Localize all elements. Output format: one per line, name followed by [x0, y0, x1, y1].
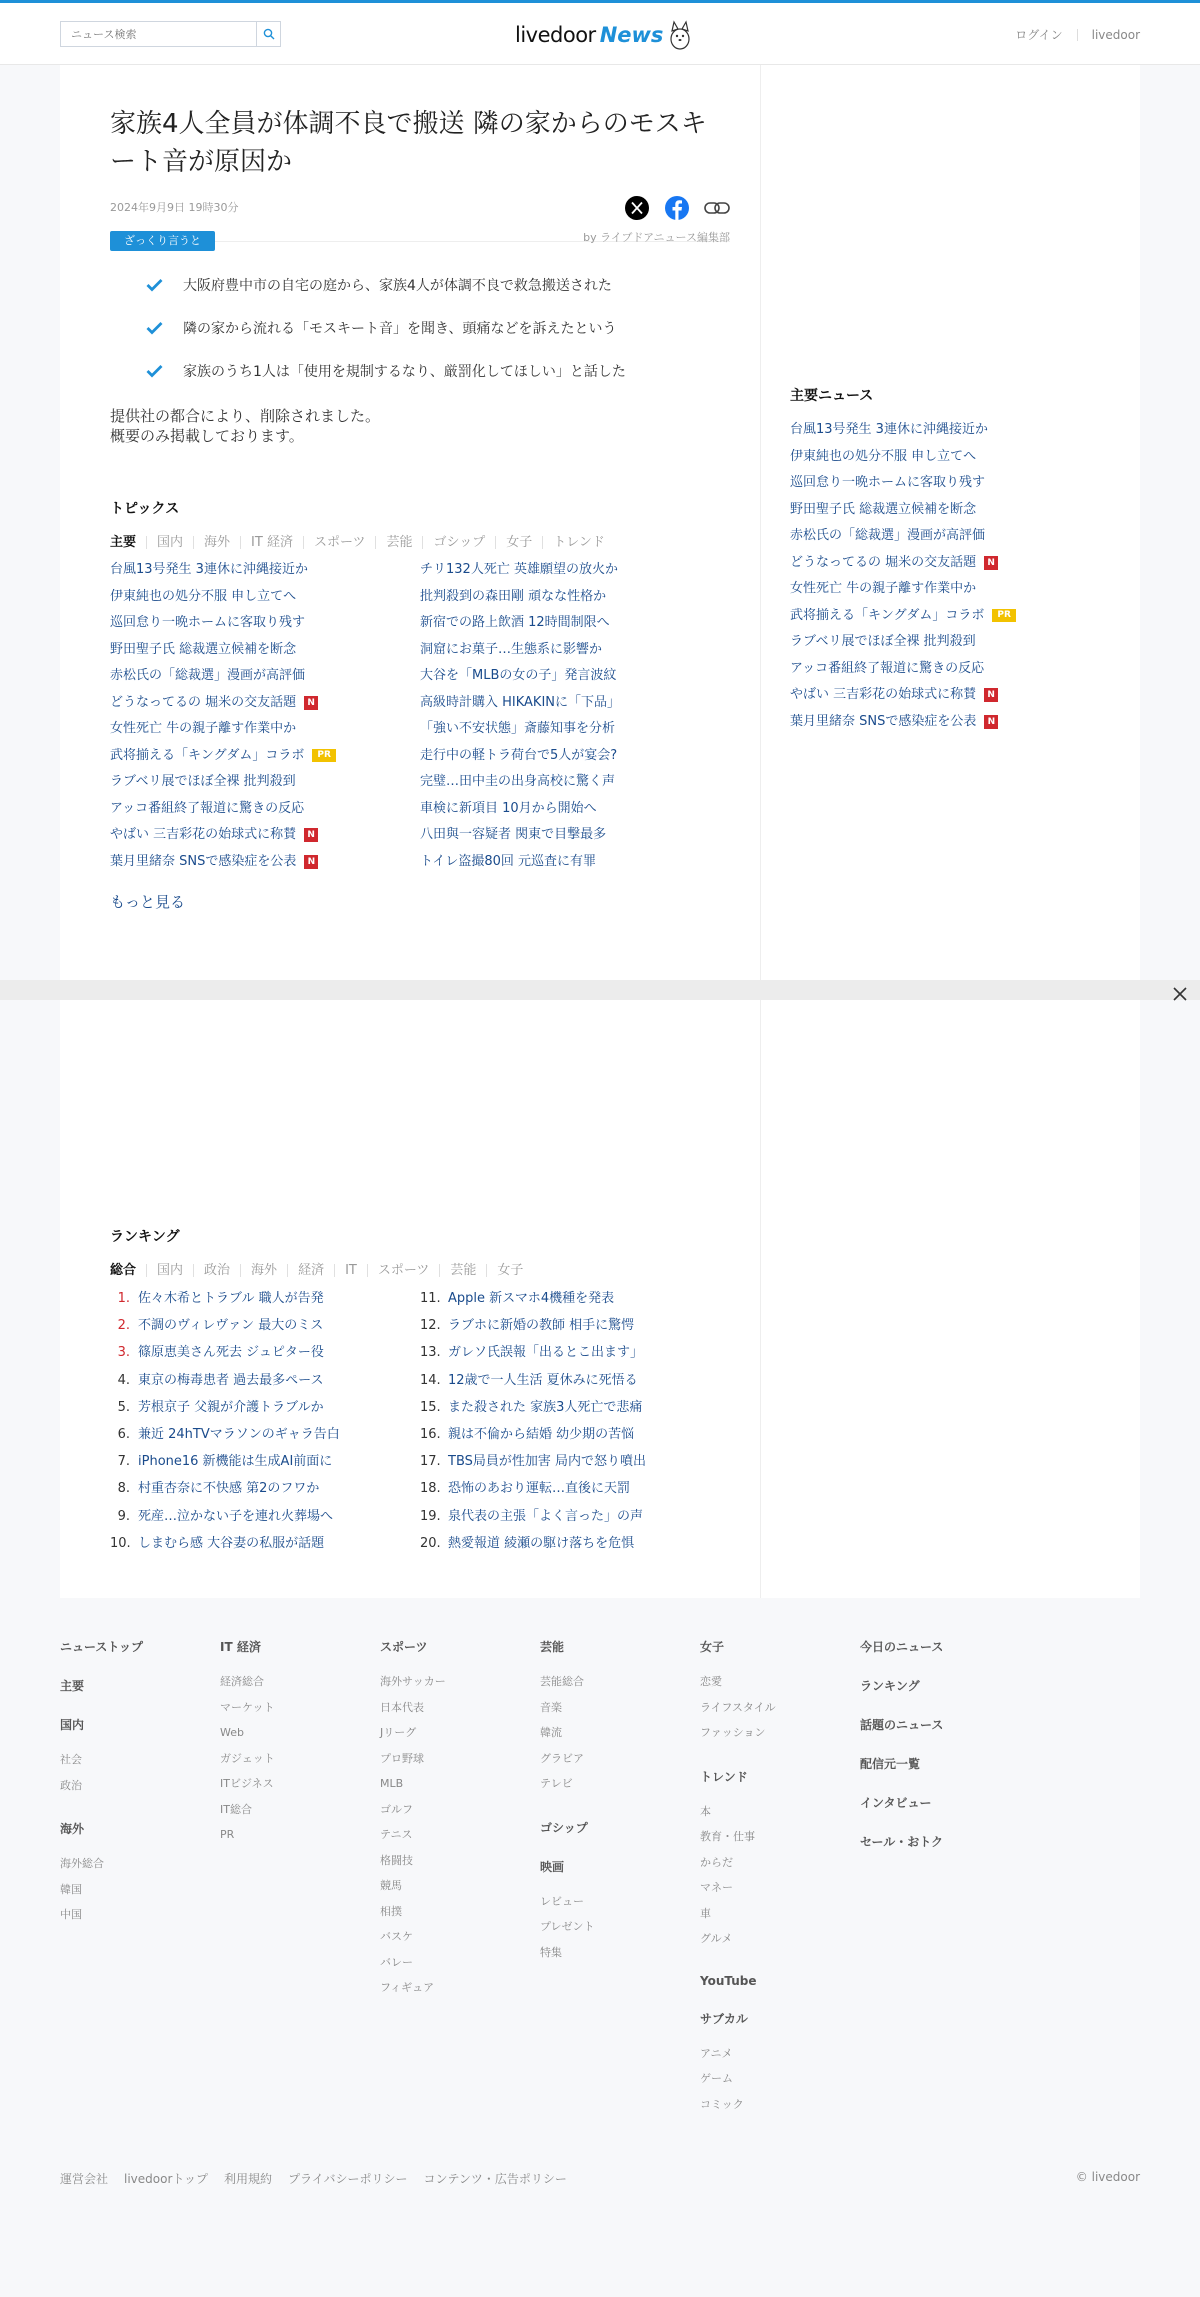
- new-badge: N: [304, 696, 318, 710]
- site-header: [0, 3, 1200, 65]
- ranking-link[interactable]: ラブホに新婚の教師 相手に驚愕: [448, 1318, 635, 1334]
- mascot-icon: [667, 19, 693, 51]
- tab-ranking-7[interactable]: 芸能: [439, 1264, 486, 1277]
- summary-list: [110, 263, 730, 392]
- sidebar-news-link[interactable]: 伊東純也の処分不服 申し立てへ: [790, 448, 977, 464]
- footer-link[interactable]: バスケ: [380, 1930, 413, 1943]
- rank-number: 3.: [117, 1345, 130, 1361]
- footer-link[interactable]: バレー: [380, 1955, 413, 1969]
- footer-link[interactable]: からだ: [700, 1855, 733, 1869]
- topic-item[interactable]: [110, 769, 420, 796]
- livedoor-link[interactable]: livedoor: [1091, 27, 1140, 42]
- topic-link[interactable]: トイレ盗撮80回 元巡査に有罪: [420, 853, 597, 869]
- topic-link[interactable]: 高級時計購入 HIKAKINに「下品」: [420, 694, 621, 710]
- topic-link[interactable]: 赤松氏の「総裁選」漫画が高評価: [110, 668, 306, 683]
- topic-item[interactable]: [420, 743, 730, 770]
- footer-heading[interactable]: ゴシップ: [540, 1820, 588, 1835]
- topic-item[interactable]: [420, 769, 730, 796]
- topic-link[interactable]: 台風13号発生 3連休に沖縄接近か: [110, 562, 308, 577]
- ranking-link[interactable]: また殺された 家族3人死亡で悲痛: [448, 1399, 643, 1415]
- sidebar-news-link[interactable]: 台風13号発生 3連休に沖縄接近か: [790, 422, 988, 437]
- summary-text: 家族のうち1人は「使用を規制するなり、厳罰化してほしい」と話した: [183, 363, 626, 380]
- ranking-link[interactable]: 篠原恵美さん死去 ジュピター役: [138, 1345, 324, 1361]
- topic-item[interactable]: [420, 610, 730, 637]
- ranking-item[interactable]: [110, 1367, 420, 1394]
- rank-number: 15.: [420, 1399, 441, 1415]
- footer-heading[interactable]: 女子: [700, 1640, 725, 1654]
- main-content-top: [60, 65, 1140, 980]
- ranking-link[interactable]: 恐怖のあおり運転…直後に天罰: [448, 1481, 631, 1497]
- ranking-left-list: [110, 1285, 420, 1557]
- footer-heading[interactable]: セール・おトク: [860, 1835, 944, 1849]
- tab-ranking-0[interactable]: 総合: [110, 1263, 137, 1278]
- topic-item[interactable]: [420, 557, 730, 584]
- topic-link[interactable]: 巡回怠り一晩ホームに客取り残す: [110, 615, 306, 630]
- tab-ranking-5[interactable]: IT: [334, 1264, 367, 1277]
- rank-number: 19.: [420, 1508, 441, 1524]
- footer-link[interactable]: 韓流: [540, 1726, 562, 1739]
- topics-lists: [110, 557, 730, 875]
- site-logo[interactable]: [515, 19, 693, 51]
- logo-main: livedoor: [515, 23, 596, 47]
- footer-link[interactable]: 経済総合: [220, 1675, 264, 1688]
- tab-ranking-2[interactable]: 政治: [193, 1264, 240, 1277]
- footer-link[interactable]: PR: [220, 1828, 235, 1841]
- rank-number: 1.: [117, 1291, 130, 1306]
- ranking-link[interactable]: Apple 新スマホ4機種を発表: [448, 1291, 615, 1306]
- topic-item[interactable]: [420, 584, 730, 611]
- footer-link[interactable]: マーケット: [220, 1700, 275, 1714]
- check-icon: [146, 321, 163, 335]
- sidebar-news-list: [790, 417, 1110, 735]
- footer-link[interactable]: ITビジネス: [220, 1777, 274, 1790]
- footer-link[interactable]: IT総合: [220, 1802, 252, 1816]
- footer-columns: [60, 1638, 1020, 2117]
- ranking-item[interactable]: [420, 1503, 730, 1530]
- removed-notice: [110, 406, 730, 446]
- new-badge: N: [304, 828, 318, 842]
- byline-row: [110, 227, 730, 251]
- footer-link[interactable]: 格闘技: [380, 1853, 413, 1867]
- copy-link-button[interactable]: [704, 195, 730, 221]
- footer-heading[interactable]: 国内: [60, 1718, 85, 1732]
- article-meta: [110, 195, 730, 225]
- footer-link[interactable]: 日本代表: [380, 1700, 424, 1714]
- summary-item: [146, 263, 730, 306]
- topics-title: トピックス: [110, 501, 180, 517]
- rank-number: 9.: [117, 1508, 130, 1524]
- topic-link[interactable]: チリ132人死亡 英雄願望の放火か: [420, 562, 618, 577]
- sidebar-news-link[interactable]: 赤松氏の「総裁選」漫画が高評価: [790, 528, 986, 543]
- rank-number: 13.: [420, 1345, 441, 1361]
- topic-item[interactable]: [110, 849, 420, 876]
- footer-link[interactable]: 海外サッカー: [380, 1675, 446, 1688]
- share-facebook-button[interactable]: [664, 195, 690, 221]
- rank-number: 14.: [420, 1372, 441, 1388]
- removed-line-2: 概要のみ掲載しております。: [110, 427, 304, 445]
- more-link[interactable]: もっと見る: [110, 893, 186, 911]
- tab-topics-7[interactable]: 女子: [495, 536, 542, 549]
- sidebar-news-link[interactable]: 葉月里緒奈 SNSで感染症を公表: [790, 713, 977, 729]
- footer-link[interactable]: アニメ: [700, 2046, 733, 2060]
- topic-item[interactable]: [420, 849, 730, 876]
- footer-heading[interactable]: 話題のニュース: [860, 1718, 944, 1732]
- tab-topics-0[interactable]: 主要: [110, 535, 137, 550]
- topic-item[interactable]: [110, 584, 420, 611]
- footer-link[interactable]: テニス: [380, 1828, 413, 1841]
- x-icon: [625, 196, 649, 220]
- topic-item[interactable]: [420, 663, 730, 690]
- topic-link[interactable]: 大谷を「MLBの女の子」発言波紋: [420, 668, 617, 683]
- footer-link[interactable]: 中国: [60, 1908, 82, 1921]
- ranking-link[interactable]: iPhone16 新機能は生成AI前面に: [138, 1454, 333, 1470]
- footer-column: [540, 1638, 700, 2117]
- rank-number: 6.: [117, 1426, 130, 1442]
- topic-link[interactable]: どうなってるの 堀米の交友話題: [110, 694, 297, 710]
- footer-link[interactable]: Jリーグ: [380, 1726, 417, 1739]
- rank-number: 4.: [117, 1372, 130, 1388]
- sidebar-news-item[interactable]: [790, 470, 1110, 497]
- tab-topics-8[interactable]: トレンド: [542, 536, 615, 549]
- ranking-link[interactable]: 12歳で一人生活 夏休みに死悟る: [448, 1372, 638, 1388]
- topic-link[interactable]: 完璧…田中圭の出身高校に驚く声: [420, 774, 616, 789]
- new-badge: N: [304, 855, 318, 869]
- topics-tabs: [110, 536, 730, 549]
- column-divider: [760, 65, 761, 980]
- footer-link[interactable]: 相撲: [380, 1904, 402, 1918]
- topic-link[interactable]: 野田聖子氏 総裁選立候補を断念: [110, 641, 297, 657]
- footer-link[interactable]: Web: [220, 1726, 244, 1739]
- rank-number: 16.: [420, 1426, 441, 1442]
- header-links: [1015, 26, 1140, 43]
- footer-link[interactable]: プレゼント: [540, 1920, 595, 1933]
- topic-link[interactable]: 葉月里緒奈 SNSで感染症を公表: [110, 853, 297, 869]
- footer-column: [380, 1638, 540, 2117]
- topic-item[interactable]: [420, 637, 730, 664]
- sidebar-news-item[interactable]: [790, 629, 1110, 656]
- rank-number: 8.: [117, 1481, 130, 1497]
- sidebar-news-link[interactable]: ラブベリ展でほぼ全裸 批判殺到: [790, 634, 976, 649]
- footer-link[interactable]: レビュー: [540, 1894, 584, 1908]
- summary-label: ざっくり言うと: [110, 231, 215, 251]
- sidebar-news-link[interactable]: アッコ番組終了報道に驚きの反応: [790, 660, 985, 676]
- footer-link[interactable]: 教育・仕事: [700, 1830, 755, 1843]
- footer-column: [220, 1638, 380, 2117]
- footer-heading[interactable]: スポーツ: [380, 1640, 428, 1654]
- topic-item[interactable]: [110, 743, 420, 770]
- footer-link[interactable]: ゲーム: [700, 2072, 733, 2085]
- footer-heading[interactable]: 映画: [540, 1859, 565, 1874]
- footer-link[interactable]: 恋愛: [700, 1675, 722, 1688]
- ranking-item[interactable]: [420, 1394, 730, 1421]
- tab-topics-2[interactable]: 海外: [193, 536, 240, 549]
- sidebar-news-item[interactable]: [790, 523, 1110, 550]
- ranking-item[interactable]: [110, 1530, 420, 1557]
- topics-right-list: [420, 557, 730, 875]
- rank-number: 10.: [110, 1535, 131, 1551]
- footer-heading[interactable]: 配信元一覧: [860, 1757, 921, 1771]
- summary-item: [146, 306, 730, 349]
- topics-section: [110, 498, 730, 912]
- ranking-item[interactable]: [420, 1339, 730, 1366]
- footer-link[interactable]: 車: [700, 1906, 711, 1920]
- main-content-bottom: [60, 1000, 1140, 1598]
- sidebar-news-link[interactable]: やばい 三吉彩花の始球式に称賛: [790, 687, 977, 702]
- sidebar-main-news: [790, 385, 1110, 735]
- tab-ranking-1[interactable]: 国内: [146, 1264, 193, 1277]
- sidebar-news-link[interactable]: 巡回怠り一晩ホームに客取り残す: [790, 475, 986, 490]
- topic-link[interactable]: 車検に新項目 10月から開始へ: [420, 800, 597, 816]
- ranking-link[interactable]: 不調のヴィレヴァン 最大のミス: [138, 1318, 324, 1334]
- footer-bottom-links: [60, 2170, 1140, 2187]
- footer-link[interactable]: 芸能総合: [540, 1675, 584, 1688]
- ranking-item[interactable]: [420, 1285, 730, 1312]
- topic-item[interactable]: [110, 663, 420, 690]
- sidebar-title: 主要ニュース: [790, 388, 874, 404]
- ranking-link[interactable]: 親は不倫から結婚 幼少期の苦悩: [448, 1426, 635, 1442]
- topic-link[interactable]: 批判殺到の森田剛 頑なな性格か: [420, 588, 607, 604]
- ranking-item[interactable]: [420, 1312, 730, 1339]
- sidebar-news-item[interactable]: [790, 576, 1110, 603]
- sidebar-news-item[interactable]: [790, 497, 1110, 524]
- rank-number: 18.: [420, 1481, 441, 1497]
- ranking-link[interactable]: 東京の梅毒患者 過去最多ペース: [138, 1372, 324, 1388]
- rank-number: 17.: [420, 1454, 441, 1470]
- link-icon: [704, 200, 730, 216]
- footer-link[interactable]: ファッション: [700, 1726, 766, 1739]
- footer-link[interactable]: グラビア: [540, 1751, 584, 1765]
- share-buttons: [624, 195, 730, 221]
- summary-item: [146, 349, 730, 392]
- ranking-link[interactable]: 兼近 24hTVマラソンのギャラ告白: [138, 1426, 340, 1442]
- topic-link[interactable]: 新宿での路上飲酒 12時間制限へ: [420, 615, 610, 630]
- search-button[interactable]: [256, 22, 280, 46]
- sidebar-news-item[interactable]: [790, 444, 1110, 471]
- new-badge: N: [984, 688, 998, 702]
- ranking-right-list: [420, 1285, 730, 1557]
- footer-link[interactable]: フィギュア: [380, 1981, 435, 1994]
- topic-item[interactable]: [420, 796, 730, 823]
- footer-link[interactable]: テレビ: [540, 1777, 573, 1790]
- topic-link[interactable]: アッコ番組終了報道に驚きの反応: [110, 800, 305, 816]
- topic-item[interactable]: [110, 822, 420, 849]
- topic-link[interactable]: 八田與一容疑者 関東で目撃最多: [420, 827, 607, 842]
- footer-heading[interactable]: インタビュー: [860, 1796, 932, 1810]
- ranking-link[interactable]: TBS局員が性加害 局内で怒り噴出: [448, 1454, 647, 1470]
- rank-number: 20.: [420, 1535, 441, 1551]
- footer-link[interactable]: ゴルフ: [380, 1802, 413, 1816]
- ranking-link[interactable]: 芳根京子 父親が介護トラブルか: [138, 1399, 324, 1415]
- footer-heading[interactable]: ニューストップ: [60, 1640, 144, 1654]
- topic-item[interactable]: [110, 716, 420, 743]
- tab-topics-1[interactable]: 国内: [146, 536, 193, 549]
- new-badge: N: [984, 715, 998, 729]
- topic-link[interactable]: 武将揃える「キングダム」コラボ: [110, 747, 305, 763]
- article-date: 2024年9月9日 19時30分: [110, 201, 239, 214]
- sidebar-news-link[interactable]: 野田聖子氏 総裁選立候補を断念: [790, 501, 977, 517]
- footer-link[interactable]: マネー: [700, 1881, 733, 1894]
- ranking-link[interactable]: 佐々木希とトラブル 職人が告発: [138, 1291, 324, 1306]
- tab-ranking-8[interactable]: 女子: [486, 1264, 533, 1277]
- tab-topics-3[interactable]: IT 経済: [240, 536, 303, 549]
- ranking-link[interactable]: 泉代表の主張「よく言った」の声: [448, 1508, 644, 1524]
- sidebar-news-link[interactable]: 武将揃える「キングダム」コラボ: [790, 607, 985, 623]
- topic-item[interactable]: [110, 610, 420, 637]
- ranking-item[interactable]: [110, 1285, 420, 1312]
- sidebar-news-item[interactable]: [790, 417, 1110, 444]
- summary-text: 大阪府豊中市の自宅の庭から、家族4人が体調不良で救急搬送された: [183, 277, 612, 294]
- ranking-item[interactable]: [420, 1421, 730, 1448]
- rank-number: 5.: [117, 1399, 130, 1415]
- sidebar-news-item[interactable]: [790, 682, 1110, 709]
- ranking-item[interactable]: [110, 1503, 420, 1530]
- ranking-link[interactable]: ガレソ氏誤報「出るとこ出ます」: [448, 1345, 644, 1361]
- footer-column: [700, 1638, 860, 2117]
- topic-item[interactable]: [110, 796, 420, 823]
- ranking-lists: [110, 1285, 730, 1557]
- footer-heading[interactable]: YouTube: [700, 1973, 757, 1988]
- footer-column: [860, 1638, 1020, 2117]
- search-icon: [263, 28, 275, 40]
- ranking-item[interactable]: [110, 1475, 420, 1502]
- byline: by ライブドアニュース編集部: [583, 231, 730, 244]
- rank-number: 2.: [117, 1318, 130, 1334]
- rank-number: 7.: [117, 1454, 130, 1470]
- article: [110, 105, 730, 446]
- footer-bottom-link[interactable]: プライバシーポリシー: [288, 2172, 408, 2186]
- ranking-title: ランキング: [110, 1229, 180, 1245]
- topic-item[interactable]: [420, 690, 730, 717]
- rank-number: 12.: [420, 1318, 441, 1334]
- search-input[interactable]: [61, 22, 256, 46]
- tab-topics-5[interactable]: 芸能: [375, 536, 422, 549]
- topic-link[interactable]: ラブベリ展でほぼ全裸 批判殺到: [110, 774, 296, 789]
- footer-bottom-link[interactable]: 運営会社: [60, 2172, 109, 2186]
- tab-ranking-4[interactable]: 経済: [287, 1264, 334, 1277]
- footer-link[interactable]: グルメ: [700, 1932, 733, 1945]
- check-icon: [146, 364, 163, 378]
- ranking-item[interactable]: [110, 1421, 420, 1448]
- topic-item[interactable]: [110, 690, 420, 717]
- article-title: 家族4人全員が体調不良で搬送 隣の家からのモスキート音が原因か: [110, 109, 707, 177]
- ranking-item[interactable]: [420, 1448, 730, 1475]
- login-link[interactable]: ログイン: [1015, 28, 1063, 42]
- footer-link[interactable]: 特集: [540, 1945, 562, 1959]
- new-badge: N: [984, 556, 998, 570]
- footer-heading[interactable]: IT 経済: [220, 1640, 261, 1654]
- tab-topics-6[interactable]: ゴシップ: [422, 536, 495, 549]
- topic-link[interactable]: やばい 三吉彩花の始球式に称賛: [110, 827, 297, 842]
- topic-link[interactable]: 伊東純也の処分不服 申し立てへ: [110, 588, 297, 604]
- footer-link[interactable]: MLB: [380, 1777, 404, 1790]
- footer-link[interactable]: 韓国: [60, 1882, 82, 1896]
- footer-link[interactable]: コミック: [700, 2097, 744, 2111]
- footer-heading[interactable]: ランキング: [860, 1679, 920, 1693]
- topic-link[interactable]: 女性死亡 牛の親子離す作業中か: [110, 721, 297, 736]
- footer-bottom-link[interactable]: コンテンツ・広告ポリシー: [423, 2172, 567, 2186]
- site-footer: [0, 1598, 1200, 2297]
- footer-heading[interactable]: 海外: [60, 1822, 85, 1836]
- topic-item[interactable]: [110, 637, 420, 664]
- ranking-link[interactable]: しまむら感 大谷妻の私服が話題: [138, 1535, 325, 1551]
- footer-heading[interactable]: 今日のニュース: [860, 1640, 944, 1654]
- footer-link[interactable]: ガジェット: [220, 1751, 275, 1765]
- ranking-link[interactable]: 熱愛報道 綾瀬の駆け落ちを危惧: [448, 1535, 635, 1551]
- pr-badge: PR: [992, 609, 1016, 622]
- copyright: © livedoor: [1075, 2170, 1140, 2184]
- close-icon[interactable]: [1172, 986, 1188, 1002]
- topic-item[interactable]: [420, 822, 730, 849]
- footer-link[interactable]: 本: [700, 1804, 711, 1818]
- footer-heading[interactable]: 主要: [60, 1679, 85, 1693]
- sidebar-news-item[interactable]: [790, 550, 1110, 577]
- ranking-link[interactable]: 村重杏奈に不快感 第2のフワか: [138, 1481, 320, 1497]
- removed-line-1: 提供社の都合により、削除されました。: [110, 407, 381, 425]
- search-box: [60, 21, 281, 47]
- sidebar-news-item[interactable]: [790, 656, 1110, 683]
- ranking-item[interactable]: [420, 1367, 730, 1394]
- rank-number: 11.: [420, 1291, 441, 1306]
- tab-topics-4[interactable]: スポーツ: [303, 536, 375, 549]
- facebook-icon: [665, 196, 689, 220]
- ad-band: [0, 980, 1200, 1000]
- footer-column: [60, 1638, 220, 2117]
- footer-link[interactable]: 社会: [60, 1753, 82, 1766]
- footer-link[interactable]: 政治: [60, 1778, 82, 1792]
- logo-sub: News: [599, 23, 664, 47]
- topic-link[interactable]: 「強い不安状態」斎藤知事を分析: [420, 721, 616, 736]
- ranking-tabs: [110, 1264, 730, 1277]
- topic-item[interactable]: [420, 716, 730, 743]
- sidebar-news-item[interactable]: [790, 709, 1110, 736]
- check-icon: [146, 278, 163, 292]
- topic-link[interactable]: 走行中の軽トラ荷台で5人が宴会?: [420, 747, 618, 763]
- topic-link[interactable]: 洞窟にお菓子…生態系に影響か: [420, 641, 603, 657]
- ranking-item[interactable]: [420, 1530, 730, 1557]
- header-divider: [1077, 29, 1078, 41]
- tab-ranking-6[interactable]: スポーツ: [367, 1264, 439, 1277]
- sidebar-news-link[interactable]: どうなってるの 堀米の交友話題: [790, 554, 977, 570]
- ranking-item[interactable]: [110, 1312, 420, 1339]
- footer-heading[interactable]: 芸能: [540, 1640, 565, 1654]
- footer-bottom-link[interactable]: livedoorトップ: [124, 2172, 209, 2186]
- share-x-button[interactable]: [624, 195, 650, 221]
- topic-item[interactable]: [110, 557, 420, 584]
- footer-heading[interactable]: サブカル: [700, 2011, 748, 2026]
- sidebar-news-link[interactable]: 女性死亡 牛の親子離す作業中か: [790, 581, 977, 596]
- pr-badge: PR: [312, 749, 336, 762]
- ranking-link[interactable]: 死産…泣かない子を連れ火葬場へ: [138, 1508, 334, 1524]
- ranking-item[interactable]: [110, 1448, 420, 1475]
- footer-link[interactable]: 競馬: [380, 1879, 402, 1892]
- footer-link[interactable]: プロ野球: [380, 1751, 424, 1765]
- tab-ranking-3[interactable]: 海外: [240, 1264, 287, 1277]
- column-divider: [760, 1000, 761, 1598]
- footer-bottom-link[interactable]: 利用規約: [224, 2172, 273, 2186]
- ranking-item[interactable]: [420, 1475, 730, 1502]
- summary-text: 隣の家から流れる「モスキート音」を聞き、頭痛などを訴えたという: [183, 320, 617, 337]
- topics-left-list: [110, 557, 420, 875]
- footer-heading[interactable]: トレンド: [700, 1769, 748, 1784]
- footer-link[interactable]: ライフスタイル: [700, 1700, 776, 1714]
- footer-link[interactable]: 海外総合: [60, 1857, 104, 1870]
- sidebar-news-item[interactable]: [790, 603, 1110, 630]
- ranking-item[interactable]: [110, 1394, 420, 1421]
- ranking-section: [110, 1226, 730, 1557]
- ranking-item[interactable]: [110, 1339, 420, 1366]
- footer-link[interactable]: 音楽: [540, 1700, 562, 1714]
